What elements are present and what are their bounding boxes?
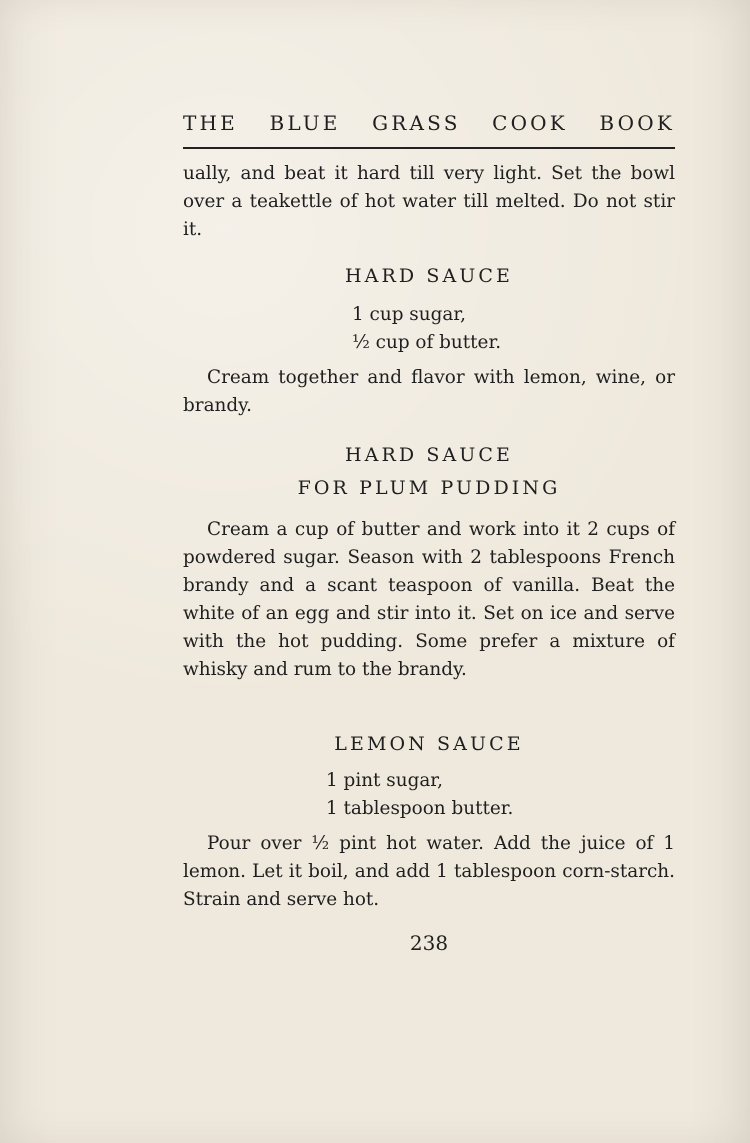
running-header: THE BLUE GRASS COOK BOOK (183, 111, 675, 135)
ingredient-item: 1 pint sugar, (326, 770, 443, 791)
hard-sauce-plum-paragraph: Cream a cup of butter and work into it 2 cups of powdered sugar. Season with 2 tablespoons French brandy and a scant teaspoon of vanilla. Beat the white of an egg and stir into it. Set on ice and serve with the hot pudding. Some prefer a mixture of whisky and rum to the brandy. (183, 519, 675, 680)
recipe-heading-lemon-sauce: LEMON SAUCE (334, 733, 524, 755)
hard-sauce-paragraph: Cream together and flavor with lemon, wine, or brandy. (183, 367, 675, 416)
ingredient-list-hard-sauce (352, 301, 501, 357)
recipe-heading-hard-sauce-plum-line-2: FOR PLUM PUDDING (297, 477, 561, 499)
recipe-heading-hard-sauce: HARD SAUCE (344, 265, 514, 287)
lemon-sauce-paragraph: Pour over ½ pint hot water. Add the juice of 1 lemon. Let it boil, and add 1 tablespoon corn-starch. Strain and serve hot. (183, 833, 675, 910)
header-rule (183, 147, 675, 149)
recipe-heading-hard-sauce-plum-line-1: HARD SAUCE (344, 444, 514, 466)
intro-paragraph: ually, and beat it hard till very light. Set the bowl over a teakettle of hot water till melted. Do not stir it. (183, 163, 675, 240)
page-number: 238 (409, 931, 449, 955)
ingredient-list-lemon-sauce (326, 767, 513, 823)
ingredient-item: 1 tablespoon butter. (326, 798, 514, 819)
ingredient-item: 1 cup sugar, (352, 304, 466, 325)
ingredient-item: ½ cup of butter. (352, 332, 502, 353)
